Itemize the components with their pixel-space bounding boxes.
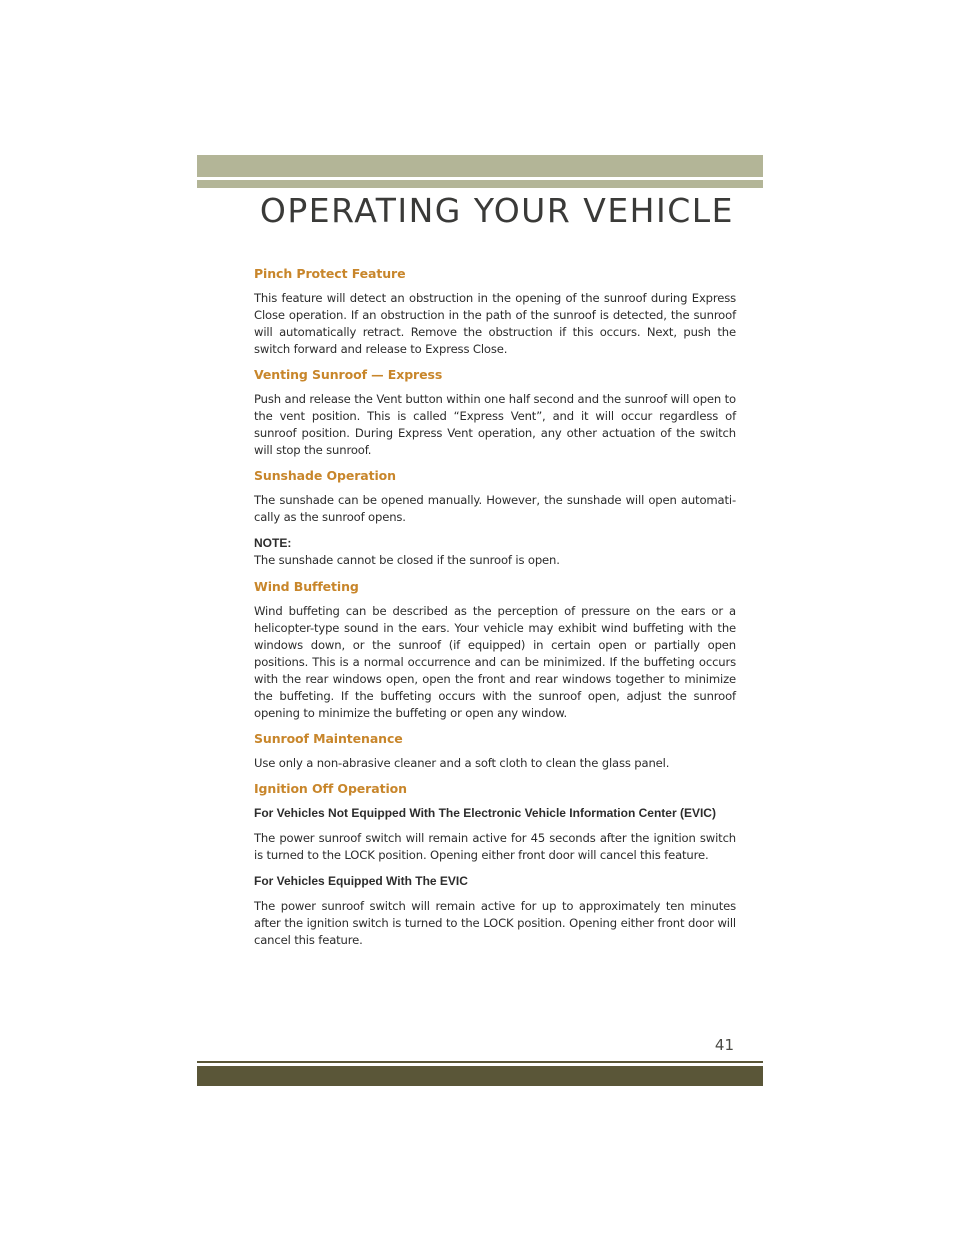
- heading-venting-sunroof: Venting Sunroof — Express: [254, 367, 443, 382]
- paragraph-sunroof-maintenance: Use only a non-abrasive cleaner and a soft cloth to clean the glass panel.: [254, 756, 670, 770]
- note-text: The sunshade cannot be closed if the sunroof is open.: [254, 553, 560, 567]
- subheading-without-evic: For Vehicles Not Equipped With The Electronic Vehicle Information Center (EVIC): [254, 806, 716, 820]
- note-label: NOTE:: [254, 536, 292, 550]
- heading-pinch-protect: Pinch Protect Feature: [254, 266, 406, 281]
- header-rule: [197, 180, 763, 188]
- heading-sunroof-maintenance: Sunroof Maintenance: [254, 731, 403, 746]
- paragraph-sunshade-operation: The sunshade can be opened manually. However, the sunshade will open automati-cally as the sunroof opens.: [254, 493, 736, 524]
- page-content: [254, 266, 736, 958]
- header-band: [197, 155, 763, 177]
- paragraph-wind-buffeting: Wind buffeting can be described as the perception of pressure on the ears or a helicopter-type sound in the ears. Your vehicle may exhibit wind buffeting with the windows down, or the sunroof (if equipped) in certain open or partially open positions. This is a normal occurrence and can be minimized. If the buffeting occurs with the rear windows open, open the front and rear windows together to minimize the buffeting. If the buffeting occurs with the sunroof open, adjust the sunroof opening to minimize the buffeting or open any window.: [254, 604, 736, 720]
- heading-sunshade-operation: Sunshade Operation: [254, 468, 396, 483]
- paragraph-venting-sunroof: Push and release the Vent button within one half second and the sunroof will open to the vent position. This is called “Express Vent”, and it will occur regardless of sunroof position. During Express Vent operation, any other actuation of the switch will stop the sunroof.: [254, 392, 736, 457]
- page-number: 41: [714, 1036, 734, 1054]
- paragraph-pinch-protect: This feature will detect an obstruction in the opening of the sunroof during Express Close operation. If an obstruction in the path of the sunroof is detected, the sunroof will automatically retract. Remove the obstruction if this occurs. Next, push the switch forward and release to Express Close.: [254, 291, 736, 356]
- paragraph-with-evic: The power sunroof switch will remain active for up to approximately ten minutes after the ignition switch is turned to the LOCK position. Opening either front door will cancel this feature.: [254, 899, 736, 947]
- heading-wind-buffeting: Wind Buffeting: [254, 579, 359, 594]
- paragraph-without-evic: The power sunroof switch will remain active for 45 seconds after the ignition switch is turned to the LOCK position. Opening either front door will cancel this feature.: [254, 831, 736, 862]
- heading-ignition-off-operation: Ignition Off Operation: [254, 781, 407, 796]
- page-section-title: OPERATING YOUR VEHICLE: [259, 191, 734, 230]
- footer-band: [197, 1066, 763, 1086]
- footer-rule: [197, 1061, 763, 1063]
- subheading-with-evic: For Vehicles Equipped With The EVIC: [254, 874, 468, 888]
